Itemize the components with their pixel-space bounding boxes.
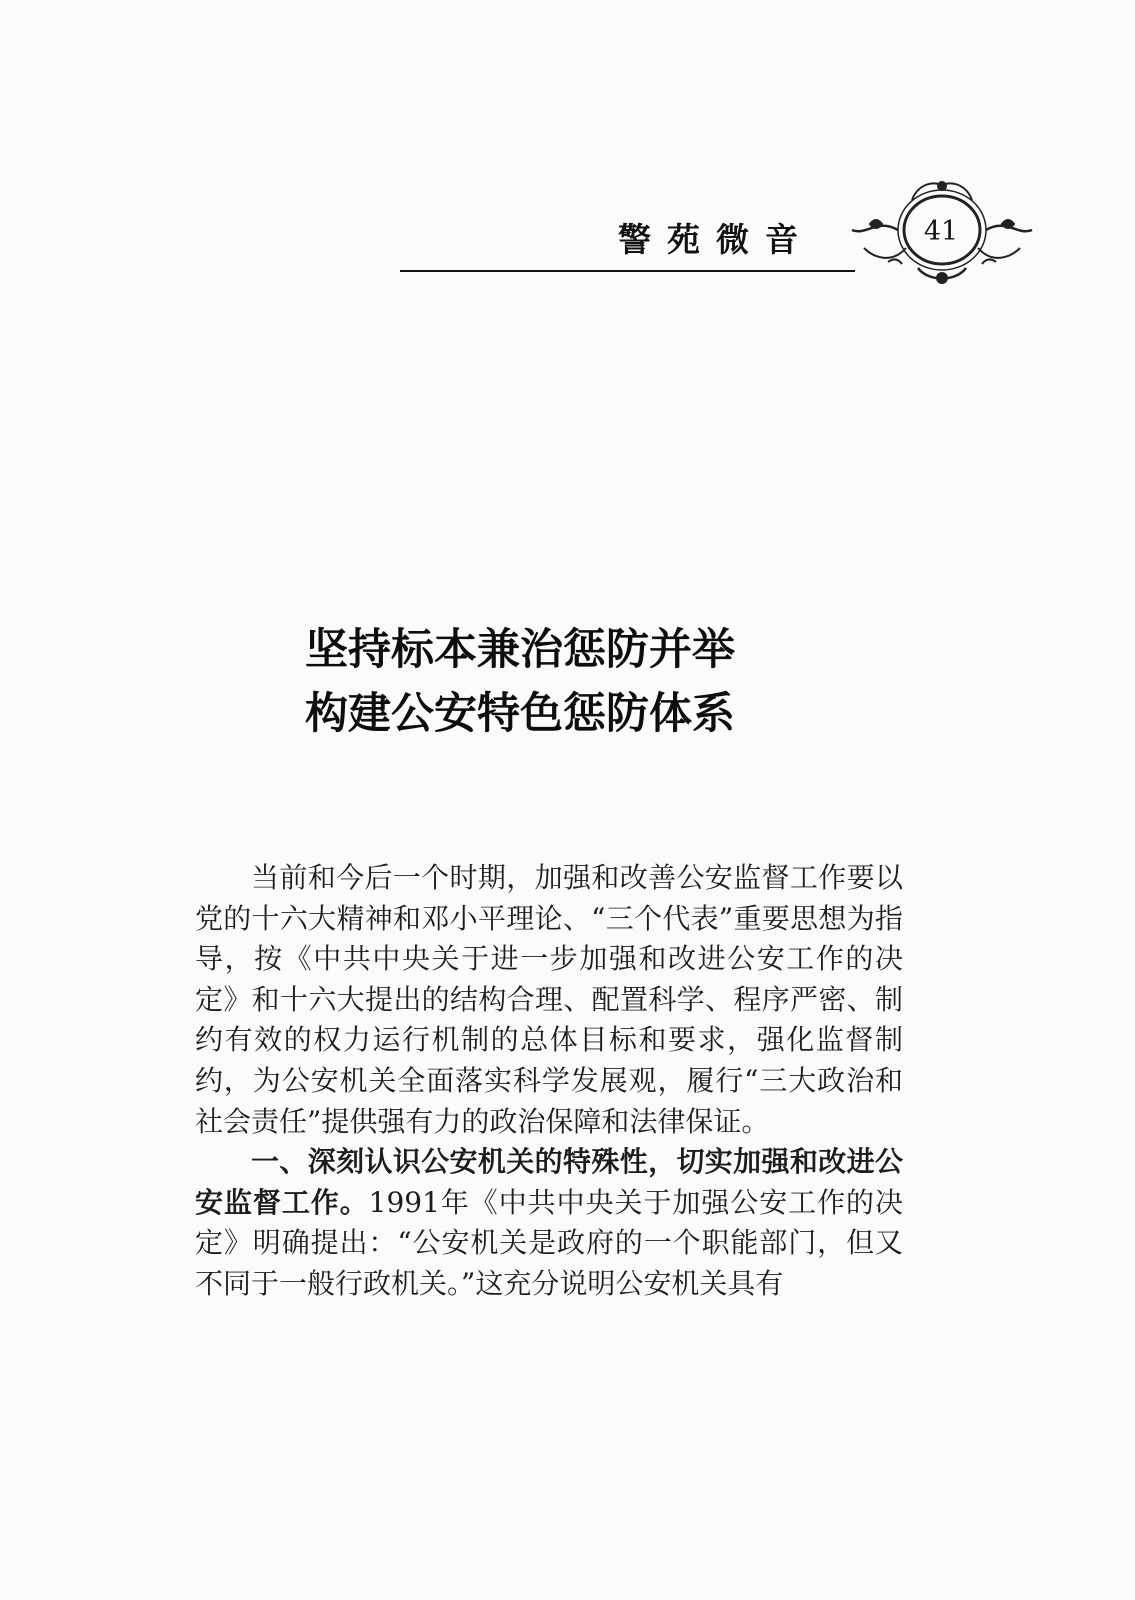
article-title-line-2: 构建公安特色惩防体系 bbox=[305, 689, 735, 739]
paragraph-intro: 当前和今后一个时期，加强和改善公安监督工作要以党的十六大精神和邓小平理论、“三个代表”重要思想为指导，按《中共中央关于进一步加强和改进公安工作的决定》和十六大提出的结构合理、配置科学、程序严密、制约有效的权力运行机制的总体目标和要求，强化监督制约，为公安机关全面落实科学发展观，履行“三大政治和社会责任”提供强有力的政治保障和法律保证。 bbox=[195, 861, 903, 1138]
page-number: 41 bbox=[923, 216, 959, 247]
section-1-heading: 一、深刻认识公安机关的特殊性，切实加强和改进公安监督工作。 bbox=[195, 1145, 903, 1219]
section-header-title: 警苑微音 bbox=[618, 220, 814, 259]
section-1-text: 1991年《中共中央关于加强公安工作的决定》明确提出：“公安机关是政府的一个职能部门，但又不同于一般行政机关。”这充分说明公安机关具有 bbox=[195, 1185, 903, 1300]
article-title-line-1: 坚持标本兼治惩防并举 bbox=[305, 625, 735, 675]
paragraph-section-1 bbox=[195, 1142, 903, 1304]
article-body bbox=[195, 858, 903, 1305]
header-rule bbox=[400, 270, 855, 272]
article-title bbox=[305, 618, 905, 746]
